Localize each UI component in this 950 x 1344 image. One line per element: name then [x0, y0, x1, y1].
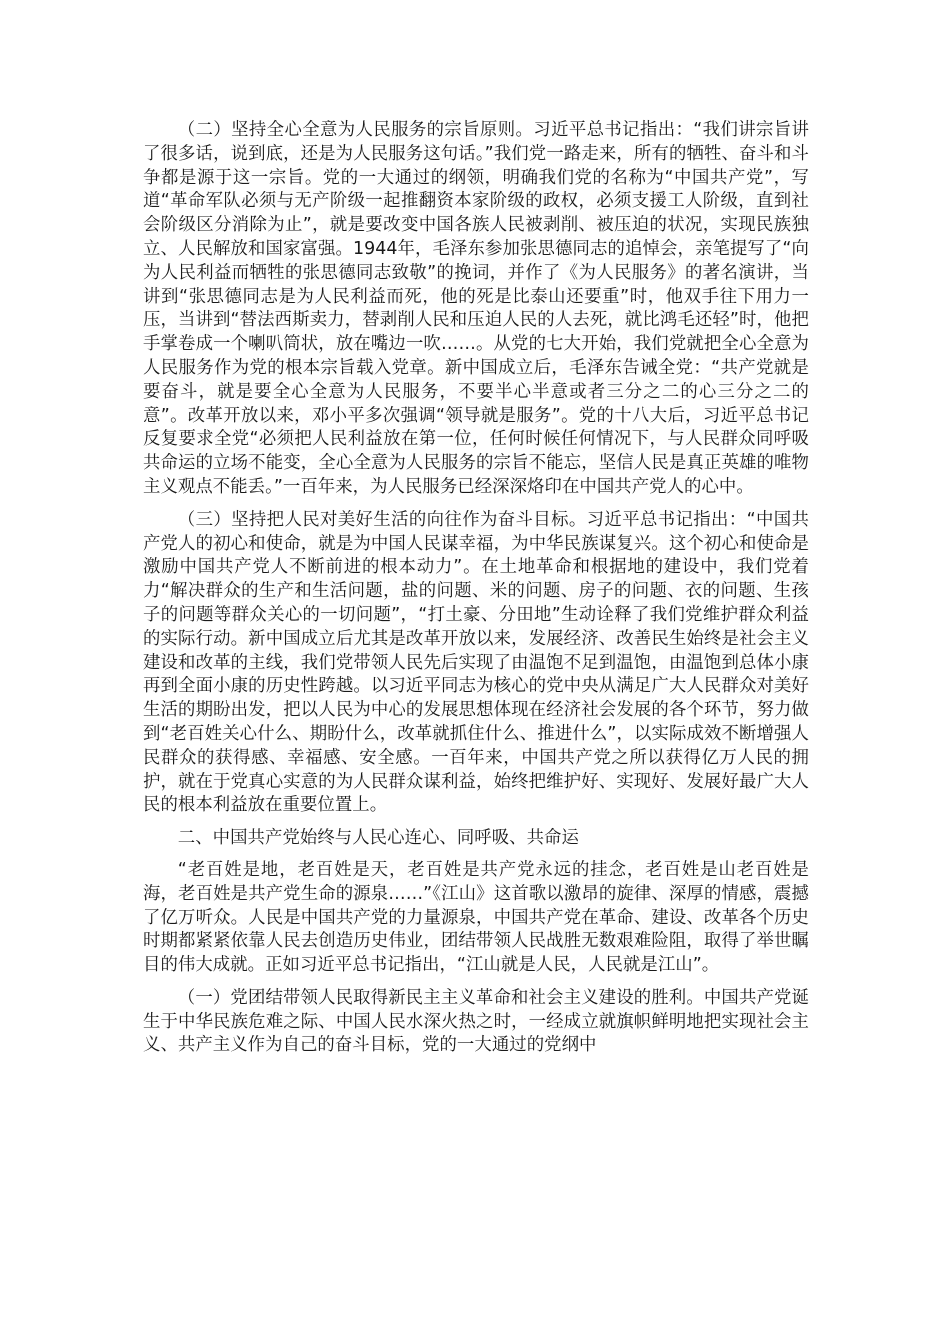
paragraph-principle-2: （二）坚持全心全意为人民服务的宗旨原则。习近平总书记指出：“我们讲宗旨讲了很多话，说到底，还是为人民服务这句话。”我们党一路走来，所有的牺牲、奋斗和斗争都是源于这一宗旨。党的一大通过的纲领，明确我们党的名称为“中国共产党”，写道“革命军队必须与无产阶级一起推翻资本家阶级的政权，必须支援工人阶级，直到社会阶级区分消除为止”，就是要改变中国各族人民被剥削、被压迫的状况，实现民族独立、人民解放和国家富强。1944年，毛泽东参加张思德同志的追悼会，亲笔提写了“向为人民利益而牺牲的张思德同志致敬”的挽词，并作了《为人民服务》的著名演讲，当讲到“张思德同志是为人民利益而死，他的死是比泰山还要重”时，他双手往下用力一压，当讲到“替法西斯卖力，替剥削人民和压迫人民的人去死，就比鸿毛还轻”时，他把手掌卷成一个喇叭筒状，放在嘴边一吹……。从党的七大开始，我们党就把全心全意为人民服务作为党的根本宗旨载入党章。新中国成立后，毛泽东告诫全党：“共产党就是要奋斗，就是要全心全意为人民服务，不要半心半意或者三分之二的心三分之二的意”。改革开放以来，邓小平多次强调“领导就是服务”。党的十八大后，习近平总书记反复要求全党“必须把人民利益放在第一位，任何时候任何情况下，与人民群众同呼吸共命运的立场不能变，全心全意为人民服务的宗旨不能忘，坚信人民是真正英雄的唯物主义观点不能丢。”一百年来，为人民服务已经深深烙印在中国共产党人的心中。: [143, 120, 809, 497]
paragraph-principle-3: （三）坚持把人民对美好生活的向往作为奋斗目标。习近平总书记指出：“中国共产党人的初心和使命，就是为中国人民谋幸福，为中华民族谋复兴。这个初心和使命是激励中国共产党人不断前进的根本动力”。在土地革命和根据地的建设中，我们党着力“解决群众的生产和生活问题，盐的问题、米的问题、房子的问题、衣的问题、生孩子的问题等群众关心的一切问题”，“打土豪、分田地”生动诠释了我们党维护群众利益的实际行动。新中国成立后尤其是改革开放以来，发展经济、改善民生始终是社会主义建设和改革的主线，我们党带领人民先后实现了由温饱不足到温饱，由温饱到总体小康再到全面小康的历史性跨越。以习近平同志为核心的党中央从满足广大人民群众对美好生活的期盼出发，把以人民为中心的发展思想体现在经济社会发展的各个环节，努力做到“老百姓关心什么、期盼什么，改革就抓住什么、推进什么”，以实际成效不断增强人民群众的获得感、幸福感、安全感。一百年来，中国共产党之所以获得亿万人民的拥护，就在于党真心实意的为人民群众谋利益，始终把维护好、实现好、发展好最广大人民的根本利益放在重要位置上。: [143, 509, 809, 816]
paragraph-revolution-victory: （一）党团结带领人民取得新民主主义革命和社会主义建设的胜利。中国共产党诞生于中华民族危难之际、中国人民水深火热之时，一经成立就旗帜鲜明地把实现社会主义、共产主义作为自己的奋斗目标，党的一大通过的党纲中: [143, 987, 809, 1056]
section-heading-2: 二、中国共产党始终与人民心连心、同呼吸、共命运: [177, 828, 579, 849]
document-page: [143, 119, 809, 1067]
paragraph-jiangshan-song: “老百姓是地，老百姓是天，老百姓是共产党永远的挂念，老百姓是山老百姓是海，老百姓是共产党生命的源泉……”《江山》这首歌以激昂的旋律、深厚的情感，震撼了亿万听众。人民是中国共产党的力量源泉，中国共产党在革命、建设、改革各个历史时期都紧紧依靠人民去创造历史伟业，团结带领人民战胜无数艰难险阻，取得了举世瞩目的伟大成就。正如习近平总书记指出，“江山就是人民，人民就是江山”。: [143, 859, 809, 976]
